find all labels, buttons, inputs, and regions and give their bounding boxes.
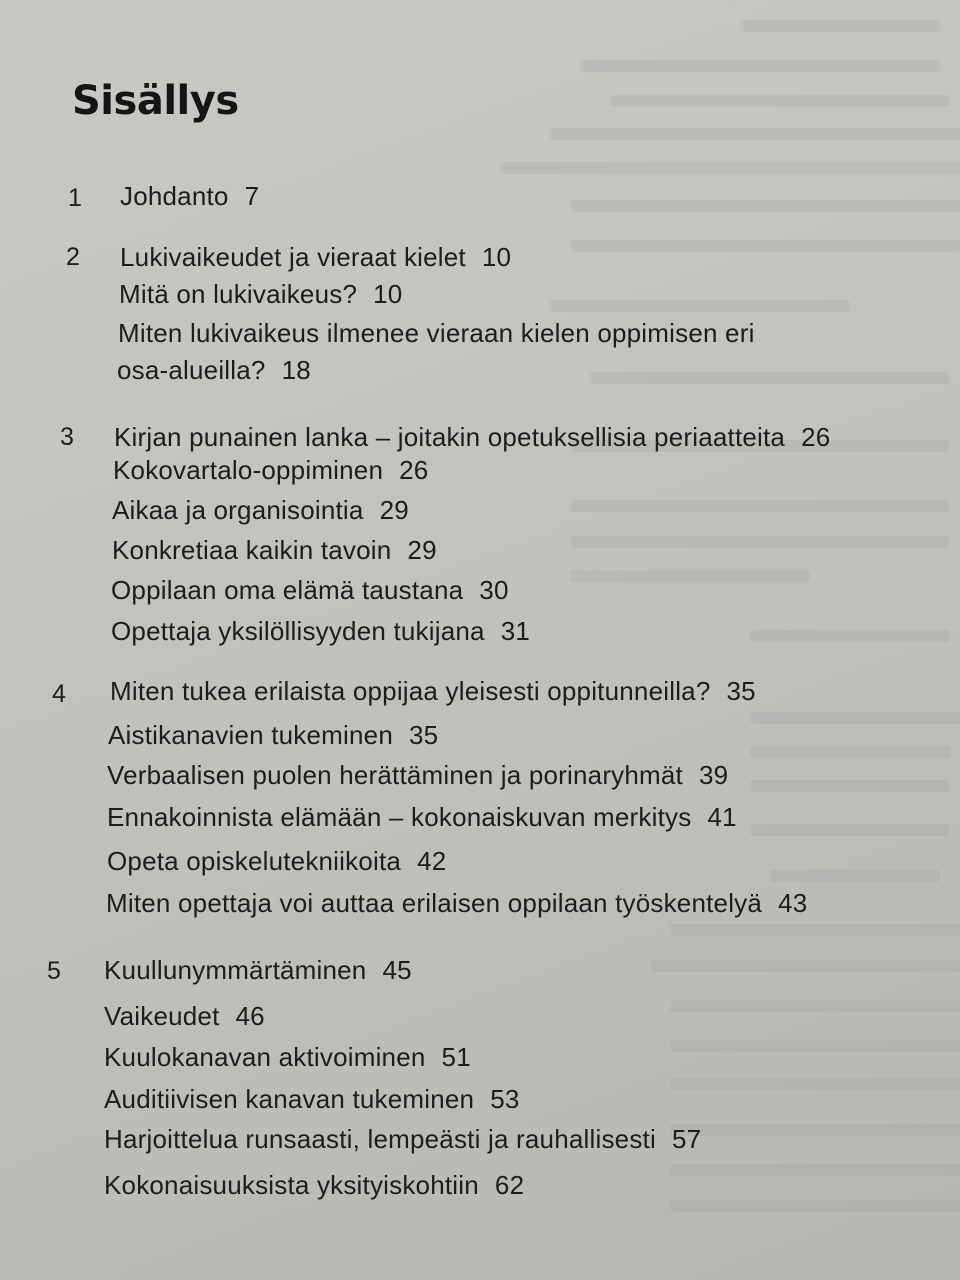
- section-title: Kokovartalo-oppiminen: [113, 455, 384, 485]
- page-number: 57: [671, 1124, 702, 1154]
- page-number: 29: [379, 495, 409, 525]
- page-number: 35: [726, 676, 756, 706]
- page-number: 31: [500, 616, 531, 646]
- page-number: 7: [244, 181, 260, 211]
- section-title-continued: osa-alueilla?: [117, 355, 266, 385]
- toc-entry: [104, 1001, 265, 1031]
- section-title: Kuulokanavan aktivoiminen: [104, 1042, 426, 1072]
- chapter-title: Kirjan punainen lanka – joitakin opetuksellisia periaatteita: [114, 422, 786, 452]
- toc-entry: [107, 802, 737, 832]
- section-title: Aikaa ja organisointia: [112, 495, 364, 525]
- section-title: Ennakoinnista elämään – kokonaiskuvan merkitys: [107, 802, 692, 832]
- section-title: Vaikeudet: [104, 1001, 220, 1031]
- section-title: Aistikanavien tukeminen: [108, 720, 393, 750]
- chapter-number: 5: [47, 957, 61, 985]
- page-number: 10: [481, 242, 512, 272]
- page-number: 42: [417, 846, 447, 876]
- section-title: Harjoittelua runsaasti, lempeästi ja rauhallisesti: [104, 1124, 656, 1154]
- chapter-number: 3: [60, 423, 74, 451]
- chapter-title-row: [120, 242, 511, 272]
- toc-entry: [104, 1124, 701, 1154]
- toc-entry-continued: [117, 355, 311, 385]
- page-number: 26: [399, 455, 429, 485]
- chapter-title: Johdanto: [120, 181, 229, 211]
- page-number: 45: [382, 955, 412, 985]
- section-title: Opeta opiskelutekniikoita: [107, 846, 402, 876]
- toc-entry: [113, 455, 428, 485]
- page-number: 51: [441, 1042, 471, 1072]
- page-number: 29: [407, 535, 437, 565]
- toc-entry: [104, 1084, 520, 1114]
- toc-entry: [106, 888, 807, 918]
- chapter-title-row: [114, 422, 830, 452]
- section-title: Miten lukivaikeus ilmenee vieraan kielen oppimisen eri: [118, 318, 755, 348]
- toc-entry: [104, 1042, 471, 1072]
- page-number: 53: [490, 1084, 520, 1114]
- section-title: Auditiivisen kanavan tukeminen: [104, 1084, 475, 1114]
- page-number: 43: [778, 888, 808, 918]
- section-title: Oppilaan oma elämä taustana: [111, 575, 464, 605]
- section-title: Miten opettaja voi auttaa erilaisen oppilaan työskentelyä: [106, 888, 763, 918]
- chapter-title-row: [120, 181, 259, 211]
- toc-entry: [119, 279, 402, 309]
- page-title: Sisällys: [72, 78, 239, 124]
- toc-entry: [112, 495, 409, 525]
- toc-entry: [111, 616, 530, 646]
- toc-entry: [107, 846, 446, 876]
- page-number: 62: [494, 1170, 525, 1200]
- section-title: Konkretiaa kaikin tavoin: [112, 535, 392, 565]
- section-title: Opettaja yksilöllisyyden tukijana: [111, 616, 485, 646]
- toc-entry: [104, 1170, 524, 1200]
- page-number: 10: [373, 279, 403, 309]
- chapter-title: Lukivaikeudet ja vieraat kielet: [120, 242, 466, 272]
- section-title: Mitä on lukivaikeus?: [119, 279, 358, 309]
- toc-entry: [108, 720, 438, 750]
- page-number: 18: [281, 355, 311, 385]
- page-number: 35: [408, 720, 439, 750]
- page-number: 26: [801, 422, 831, 452]
- chapter-number: 2: [66, 243, 80, 271]
- toc-entry: [112, 535, 437, 565]
- page-number: 39: [698, 760, 729, 790]
- chapter-title: Miten tukea erilaista oppijaa yleisesti oppitunneilla?: [110, 676, 711, 706]
- chapter-number: 4: [52, 680, 66, 708]
- toc-entry: [107, 760, 728, 790]
- toc-entry: [118, 318, 755, 348]
- chapter-number: 1: [68, 184, 82, 212]
- chapter-title-row: [104, 955, 412, 985]
- chapter-title: Kuullunymmärtäminen: [104, 955, 367, 985]
- page-number: 30: [479, 575, 509, 605]
- page-number: 41: [707, 802, 737, 832]
- chapter-title-row: [110, 676, 756, 706]
- toc-entry: [111, 575, 509, 605]
- section-title: Verbaalisen puolen herättäminen ja porinaryhmät: [107, 760, 683, 790]
- section-title: Kokonaisuuksista yksityiskohtiin: [104, 1170, 479, 1200]
- page-number: 46: [235, 1001, 265, 1031]
